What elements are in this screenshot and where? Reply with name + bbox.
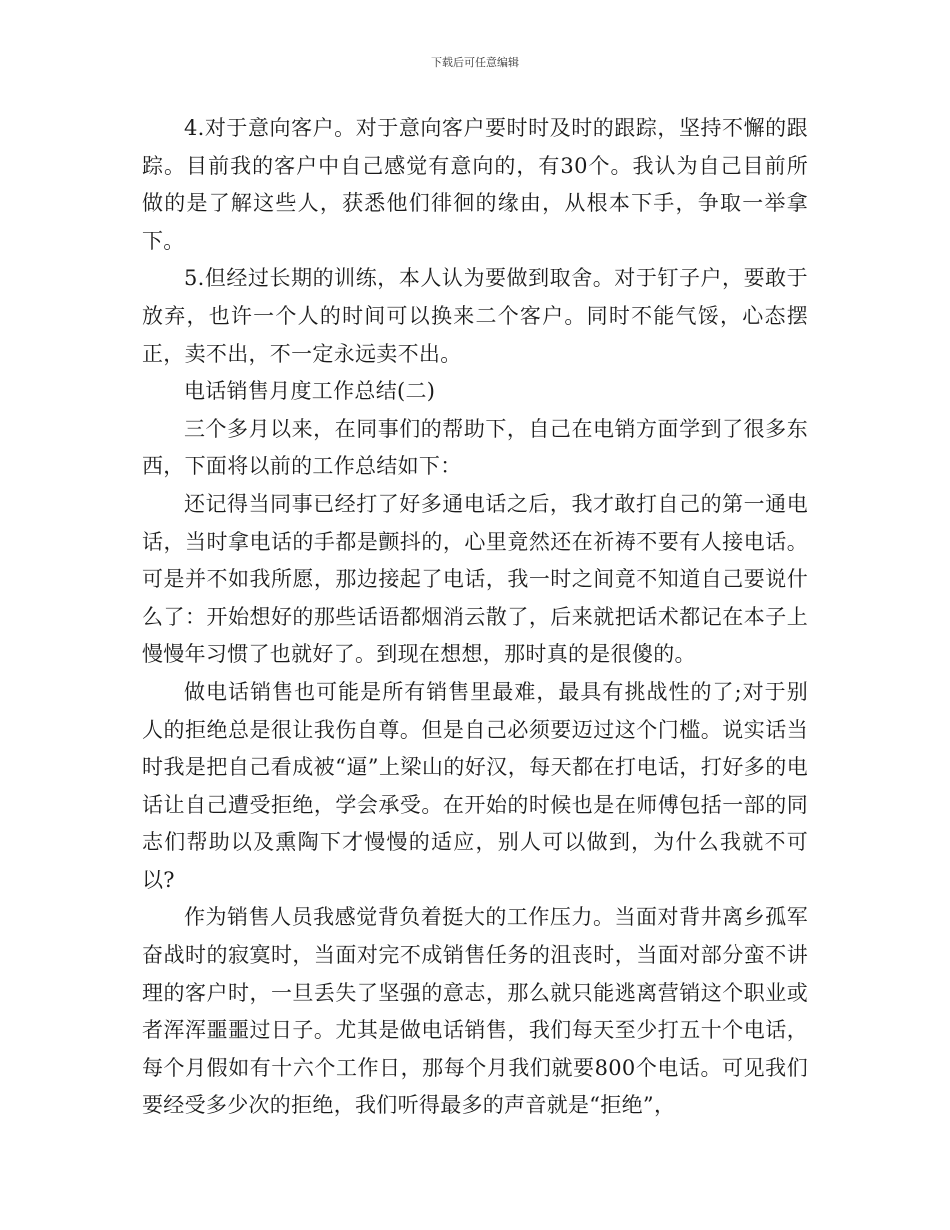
paragraph-first-call: 还记得当同事已经打了好多通电话之后，我才敢打自己的第一通电话，当时拿电话的手都是颤抖的，心里竟然还在祈祷不要有人接电话。可是并不如我所愿，那边接起了电话，我一时之间竟不知道自己要说什么了：开始想好的那些话语都烟消云散了，后来就把话术都记在本子上慢慢年习惯了也就好了。到现在想想，那时真的是很傻的。 [142, 491, 808, 667]
paragraph-pressure: 作为销售人员我感觉背负着挺大的工作压力。当面对背井离乡孤军奋战时的寂寞时，当面对完不成销售任务的沮丧时，当面对部分蛮不讲理的客户时，一旦丢失了坚强的意志，那么就只能逃离营销这个职业或者浑浑噩噩过日子。尤其是做电话销售，我们每天至少打五十个电话，每个月假如有十六个工作日，那每个月我们就要800个电话。可见我们要经受多少次的拒绝，我们听得最多的声音就是“拒绝”， [142, 905, 808, 1118]
document-body [142, 110, 808, 1125]
paragraph-intent-customers: 4.对于意向客户。对于意向客户要时时及时的跟踪，坚持不懈的跟踪。目前我的客户中自己感觉有意向的，有30个。我认为自己目前所做的是了解这些人，获悉他们徘徊的缘由，从根本下手，争取一举拿下。 [142, 116, 808, 253]
page-header-note: 下载后可任意编辑 [431, 56, 519, 69]
paragraph-challenge: 做电话销售也可能是所有销售里最难，最具有挑战性的了;对于别人的拒绝总是很让我伤自尊。但是自己必须要迈过这个门槛。说实话当时我是把自己看成被“逼”上梁山的好汉，每天都在打电话，打好多的电话让自己遭受拒绝，学会承受。在开始的时候也是在师傅包括一部的同志们帮助以及熏陶下才慢慢的适应，别人可以做到，为什么我就不可以? [142, 679, 808, 892]
paragraph-intro: 三个多月以来，在同事们的帮助下，自己在电销方面学到了很多东西，下面将以前的工作总结如下： [142, 416, 808, 479]
section-title: 电话销售月度工作总结(二) [184, 379, 436, 404]
paragraph-trade-offs: 5.但经过长期的训练，本人认为要做到取舍。对于钉子户，要敢于放弃，也许一个人的时间可以换来二个客户。同时不能气馁，心态摆正，卖不出，不一定永远卖不出。 [142, 266, 808, 366]
